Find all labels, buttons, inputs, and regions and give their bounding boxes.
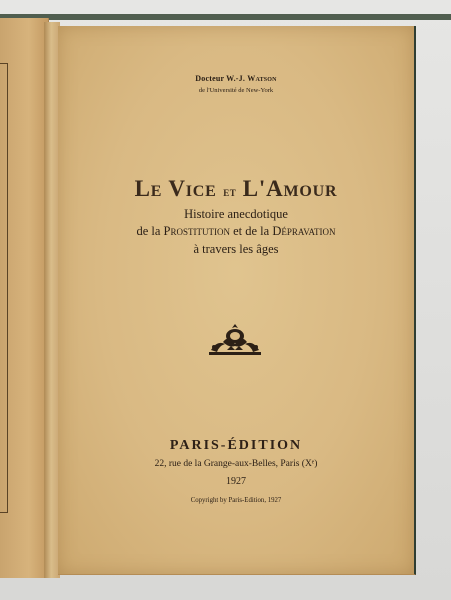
title-page bbox=[58, 26, 416, 575]
printers-ornament-icon bbox=[205, 322, 265, 358]
author-affiliation: de l'Université de New-York bbox=[198, 87, 274, 94]
title-conjunction: et bbox=[223, 184, 237, 199]
publisher-name: PARIS-ÉDITION bbox=[169, 438, 303, 453]
subtitle-word-depravation: Dépravation bbox=[272, 224, 336, 238]
author-line bbox=[58, 74, 414, 83]
book-cover-edge bbox=[0, 14, 451, 20]
subtitle-word-prostitution: Prostitution bbox=[163, 224, 230, 238]
copyright-notice: Copyright by Paris-Edition, 1927 bbox=[190, 497, 282, 504]
publication-year: 1927 bbox=[226, 476, 246, 487]
subtitle-line-2-mid: et de la bbox=[233, 224, 270, 238]
flyleaf-border bbox=[0, 63, 8, 513]
title-part-2: L'Amour bbox=[242, 176, 338, 201]
subtitle-line-2-pre: de la bbox=[136, 224, 161, 238]
publisher-address: 22, rue de la Grange-aux-Belles, Paris (Xᵉ) bbox=[154, 459, 318, 469]
subtitle-line-3: à travers les âges bbox=[193, 242, 279, 256]
book-title bbox=[58, 176, 414, 202]
subtitle-line-1: Histoire anecdotique bbox=[184, 207, 288, 221]
subtitle-line-2 bbox=[58, 224, 414, 239]
author-surname: Watson bbox=[247, 74, 277, 83]
author-prefix: Docteur W.-J. bbox=[195, 74, 246, 83]
title-part-1: Le Vice bbox=[134, 176, 217, 201]
left-flyleaf bbox=[0, 18, 49, 578]
